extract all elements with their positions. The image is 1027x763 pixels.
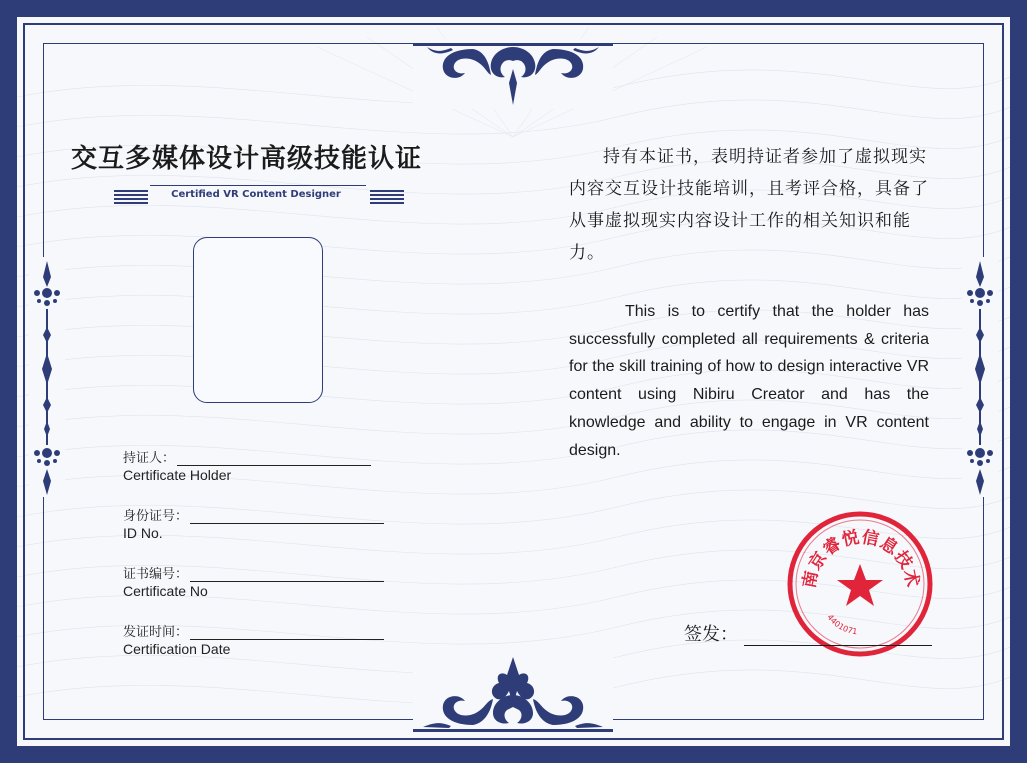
certificate-no-input-line <box>190 567 384 582</box>
bottom-ornament <box>413 655 613 735</box>
seal-company-name: 南京睿悦信息技术 <box>799 527 923 590</box>
english-statement: This is to certify that the holder has successfully completed all requirements & criteria for the skill training of how to design interactive VR content using Nibiru Creator and has the knowledge and ability to engage in VR content design. <box>569 303 929 459</box>
stripe-decoration-right <box>370 190 404 206</box>
date-label-en: Certification Date <box>123 641 231 657</box>
date-field <box>123 621 384 657</box>
flourish-icon <box>962 257 998 497</box>
signature-row <box>684 620 932 646</box>
flourish-icon <box>29 257 65 497</box>
top-ornament <box>413 39 613 109</box>
date-input-line <box>190 625 384 640</box>
certificate-paper <box>17 17 1010 746</box>
right-ornament <box>962 257 998 497</box>
id-input-line <box>190 509 384 524</box>
subtitle-rule <box>150 185 366 186</box>
flourish-icon <box>413 39 613 109</box>
holder-label-en: Certificate Holder <box>123 467 232 483</box>
certificate-no-label-en: Certificate No <box>123 583 208 599</box>
signature-line <box>744 629 932 646</box>
date-label-cn: 发证时间： <box>123 625 189 640</box>
certificate-title: 交互多媒体设计高级技能认证 <box>71 144 423 174</box>
chinese-statement: 持有本证书，表明持证者参加了虚拟现实内容交互设计技能培训，且考评合格，具备了从事虚拟现实内容设计工作的相关知识和能力。 <box>569 147 929 263</box>
holder-input-line <box>177 451 371 466</box>
star-icon <box>837 564 883 606</box>
id-label-en: ID No. <box>123 525 163 541</box>
stripe-decoration-left <box>114 190 148 206</box>
flourish-icon <box>413 655 613 735</box>
left-ornament <box>29 257 65 497</box>
photo-placeholder <box>193 237 323 403</box>
certificate-no-field <box>123 563 384 599</box>
holder-field <box>123 447 371 483</box>
subtitle-banner <box>114 187 404 209</box>
holder-label-cn: 持证人： <box>123 451 176 466</box>
id-label-cn: 身份证号： <box>123 509 189 524</box>
sign-label: 签发： <box>684 624 738 645</box>
id-field <box>123 505 384 541</box>
certificate-no-label-cn: 证书编号： <box>123 567 189 582</box>
seal-code: 4401071 <box>825 612 858 637</box>
certificate-subtitle: Certified VR Content Designer <box>171 189 341 200</box>
